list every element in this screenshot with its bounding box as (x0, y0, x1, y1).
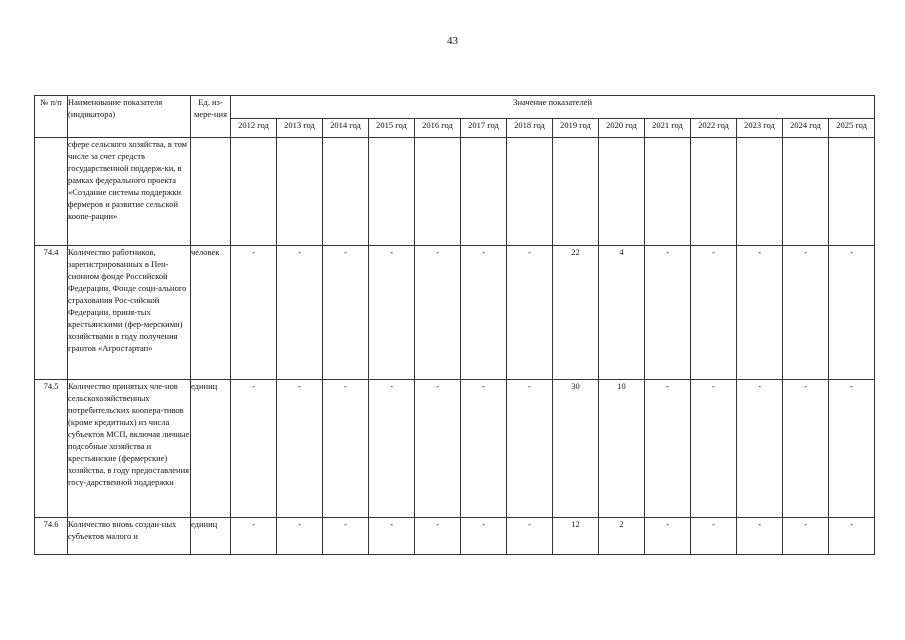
row-value: - (691, 246, 737, 380)
row-value: - (369, 246, 415, 380)
row-value (737, 138, 783, 246)
header-year: 2013 год (277, 119, 323, 138)
row-num: 74.6 (35, 518, 68, 555)
row-value: - (737, 518, 783, 555)
row-name: Количество вновь создан-ных субъектов малого и (68, 518, 191, 555)
row-value: - (231, 246, 277, 380)
header-year: 2018 год (507, 119, 553, 138)
header-year: 2025 год (829, 119, 875, 138)
row-value (323, 138, 369, 246)
row-value: - (277, 246, 323, 380)
header-year: 2022 год (691, 119, 737, 138)
table-body (35, 138, 875, 555)
row-value (369, 138, 415, 246)
table-row (35, 518, 875, 555)
row-value (553, 138, 599, 246)
row-value: - (323, 246, 369, 380)
row-value: - (783, 518, 829, 555)
indicators-table (34, 95, 875, 555)
row-value (231, 138, 277, 246)
row-value: - (829, 380, 875, 518)
row-value (691, 138, 737, 246)
row-value: - (461, 380, 507, 518)
row-value: - (507, 246, 553, 380)
header-year: 2015 год (369, 119, 415, 138)
row-value: - (829, 518, 875, 555)
header-year: 2019 год (553, 119, 599, 138)
row-value: - (691, 380, 737, 518)
row-value (829, 138, 875, 246)
row-value: - (369, 518, 415, 555)
row-unit (191, 138, 231, 246)
row-value (645, 138, 691, 246)
row-value: 30 (553, 380, 599, 518)
row-value: - (645, 518, 691, 555)
row-num (35, 138, 68, 246)
row-name: сфере сельского хозяйства, в том числе за счет средств государственной поддерж-ки, в рамках федерального проекта «Создание системы поддержки фермеров и развитие сельской коопе-рации» (68, 138, 191, 246)
row-value: - (507, 380, 553, 518)
header-year: 2012 год (231, 119, 277, 138)
header-year: 2021 год (645, 119, 691, 138)
page-number: 43 (447, 35, 458, 47)
row-value: - (231, 380, 277, 518)
header-year: 2020 год (599, 119, 645, 138)
row-name: Количество работников, зарегистрированных в Пен-сионном фонде Российской Федерации, Фонде соци-ального страхования Рос-сийской Федерации, приня-тых крестьянскими (фер-мерскими) хозяйствами в году получения грантов «Агростартап» (68, 246, 191, 380)
row-unit: единиц (191, 380, 231, 518)
row-value: - (415, 380, 461, 518)
row-value: - (507, 518, 553, 555)
row-value: - (415, 518, 461, 555)
row-num: 74.4 (35, 246, 68, 380)
row-value: - (783, 246, 829, 380)
header-year: 2016 год (415, 119, 461, 138)
row-value (277, 138, 323, 246)
header-num: № п/п (35, 96, 68, 138)
row-value: - (277, 518, 323, 555)
row-value: 10 (599, 380, 645, 518)
row-unit: человек (191, 246, 231, 380)
row-value (415, 138, 461, 246)
row-value: - (231, 518, 277, 555)
row-value: 22 (553, 246, 599, 380)
table-row (35, 246, 875, 380)
row-value: - (737, 380, 783, 518)
row-value: - (645, 246, 691, 380)
header-name: Наименование показателя (индикатора) (68, 96, 191, 138)
row-value: - (783, 380, 829, 518)
row-value: - (829, 246, 875, 380)
row-value: - (323, 518, 369, 555)
row-value: - (461, 518, 507, 555)
header-values: Значение показателей (231, 96, 875, 119)
row-unit: единиц (191, 518, 231, 555)
table-row (35, 138, 875, 246)
row-value: - (645, 380, 691, 518)
row-value (783, 138, 829, 246)
row-value: 4 (599, 246, 645, 380)
row-value: - (415, 246, 461, 380)
header-year: 2017 год (461, 119, 507, 138)
row-value: 2 (599, 518, 645, 555)
row-value: - (737, 246, 783, 380)
row-value: - (369, 380, 415, 518)
row-value (461, 138, 507, 246)
row-value: 12 (553, 518, 599, 555)
header-unit: Ед. из-мере-ния (191, 96, 231, 138)
row-value: - (323, 380, 369, 518)
header-year: 2024 год (783, 119, 829, 138)
row-value: - (461, 246, 507, 380)
row-num: 74.5 (35, 380, 68, 518)
row-value (599, 138, 645, 246)
row-value (507, 138, 553, 246)
row-value: - (691, 518, 737, 555)
row-value: - (277, 380, 323, 518)
table-row (35, 380, 875, 518)
header-year: 2023 год (737, 119, 783, 138)
header-year: 2014 год (323, 119, 369, 138)
row-name: Количество принятых чле-нов сельскохозяйственных потребительских коопера-тивов (кроме кредитных) из числа субъектов МСП, включая личные подсобные хозяйства и крестьянские (фермерские) хозяйства, в году предоставления госу-дарственной поддержки (68, 380, 191, 518)
